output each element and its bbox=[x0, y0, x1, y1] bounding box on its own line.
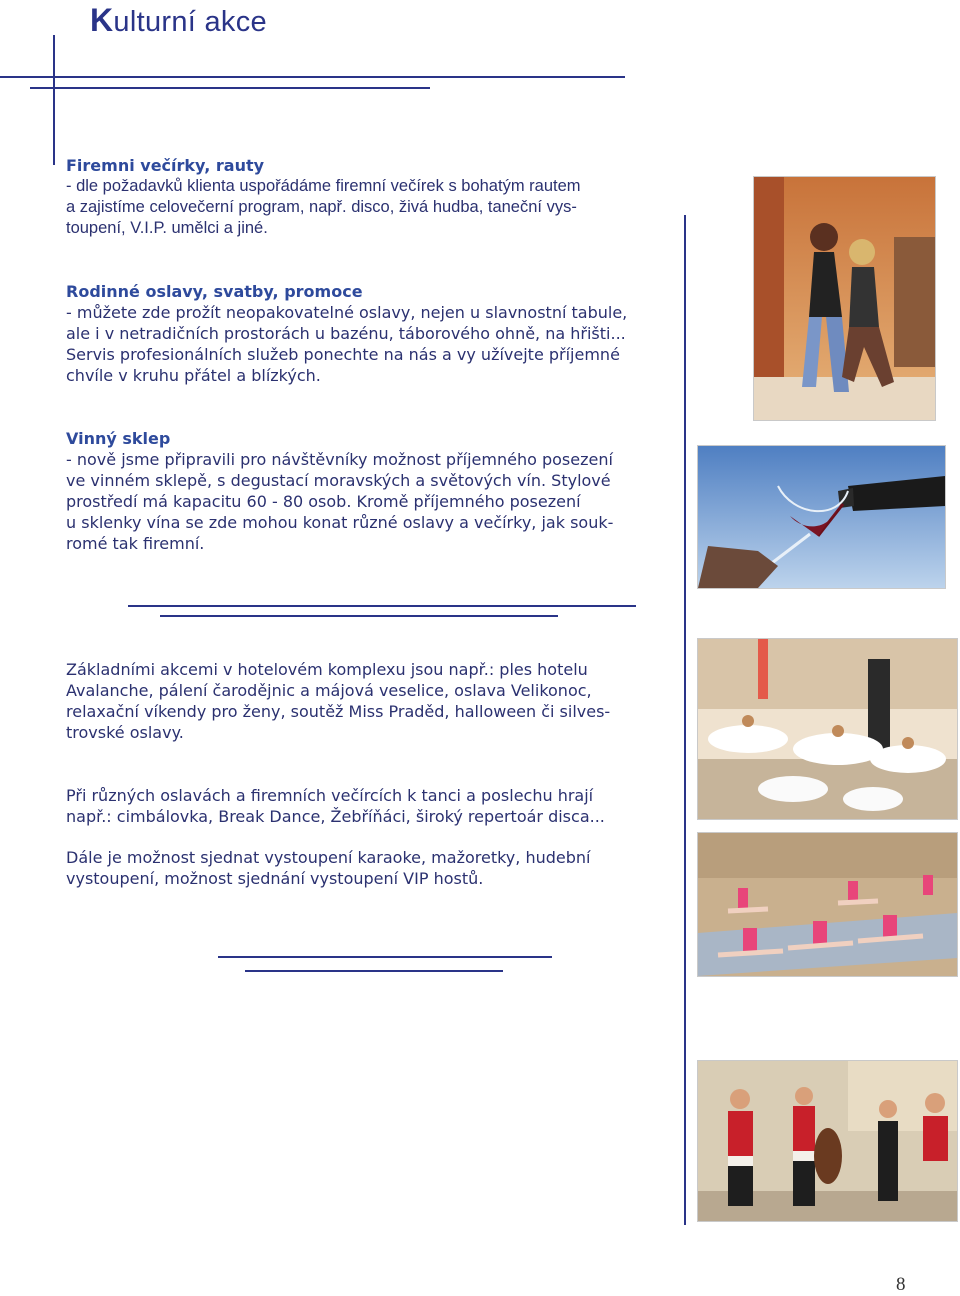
gymnastics-girls-photo bbox=[697, 832, 958, 977]
text-line: - můžete zde prožít neopakovatelné oslavy, nejen u slavnostní tabule, bbox=[66, 303, 628, 322]
text-line: - nově jsme připravili pro návštěvníky možnost příjemného posezení bbox=[66, 450, 613, 469]
text-line: např.: cimbálovka, Break Dance, Žebříňáci, široký repertoár disca... bbox=[66, 807, 605, 826]
dancing-women-photo bbox=[753, 176, 936, 421]
text-line: vystoupení, možnost sjednání vystoupení VIP hostů. bbox=[66, 869, 484, 888]
text-line: romé tak firemní. bbox=[66, 534, 205, 553]
text-line: Základními akcemi v hotelovém komplexu jsou např.: ples hotelu bbox=[66, 660, 588, 679]
title-vertical-rule bbox=[53, 35, 55, 165]
page-title-initial: K bbox=[90, 2, 114, 38]
section-corporate-parties bbox=[66, 155, 676, 239]
page-title-rest: ulturní akce bbox=[113, 6, 267, 38]
text-line: Při různých oslavách a firemních večírcích k tanci a poslechu hrají bbox=[66, 786, 594, 805]
paragraph-performances bbox=[66, 847, 676, 889]
text-line: Avalanche, pálení čarodějnic a májová veselice, oslava Velikonoc, bbox=[66, 681, 592, 700]
text-line: ve vinném sklepě, s degustací moravských a světových vín. Stylové bbox=[66, 471, 611, 490]
text-line: prostředí má kapacitu 60 - 80 osob. Kromě příjemného posezení bbox=[66, 492, 581, 511]
title-underline-rule-2 bbox=[30, 87, 430, 89]
text-line: u sklenky vína se zde mohou konat různé oslavy a večírky, jak souk- bbox=[66, 513, 614, 532]
right-vertical-rule bbox=[684, 215, 686, 1225]
paragraph-hotel-events bbox=[66, 659, 676, 743]
divider-rule-2b bbox=[245, 970, 503, 972]
wine-pouring-photo bbox=[697, 445, 946, 589]
page-title bbox=[90, 2, 267, 39]
text-line: Servis profesionálních služeb ponechte na nás a vy užívejte příjemné bbox=[66, 345, 620, 364]
text-line: trovské oslavy. bbox=[66, 723, 184, 742]
section-wine-cellar bbox=[66, 428, 676, 554]
text-line: relaxační víkendy pro ženy, soutěž Miss Praděd, halloween či silves- bbox=[66, 702, 611, 721]
gymnastics-girls-illustration bbox=[698, 833, 957, 976]
dancing-women-illustration bbox=[754, 177, 935, 420]
text-line: toupení, V.I.P. umělci a jiné. bbox=[66, 219, 268, 237]
divider-rule-1 bbox=[128, 605, 636, 607]
page-number: 8 bbox=[896, 1274, 906, 1295]
section-heading: Rodinné oslavy, svatby, promoce bbox=[66, 282, 363, 301]
folk-band-illustration bbox=[698, 1061, 957, 1221]
folk-band-photo bbox=[697, 1060, 958, 1222]
text-line: ale i v netradičních prostorách u bazénu, táborového ohně, na hřišti... bbox=[66, 324, 626, 343]
divider-rule-2 bbox=[218, 956, 552, 958]
divider-rule-1b bbox=[160, 615, 558, 617]
text-line: Dále je možnost sjednat vystoupení karaoke, mažoretky, hudební bbox=[66, 848, 591, 867]
wine-pouring-illustration bbox=[698, 446, 945, 588]
text-line: - dle požadavků klienta uspořádáme firemní večírek s bohatým rautem bbox=[66, 177, 581, 195]
ballet-performance-illustration bbox=[698, 639, 957, 819]
ballet-performance-photo bbox=[697, 638, 958, 820]
text-line: chvíle v kruhu přátel a blízkých. bbox=[66, 366, 321, 385]
section-family-celebrations bbox=[66, 281, 676, 386]
text-line: a zajistíme celovečerní program, např. disco, živá hudba, taneční vys- bbox=[66, 198, 577, 216]
title-underline-rule bbox=[0, 76, 625, 78]
section-heading: Vinný sklep bbox=[66, 429, 171, 448]
section-heading: Firemni večírky, rauty bbox=[66, 156, 265, 175]
paragraph-music-bands bbox=[66, 785, 676, 827]
